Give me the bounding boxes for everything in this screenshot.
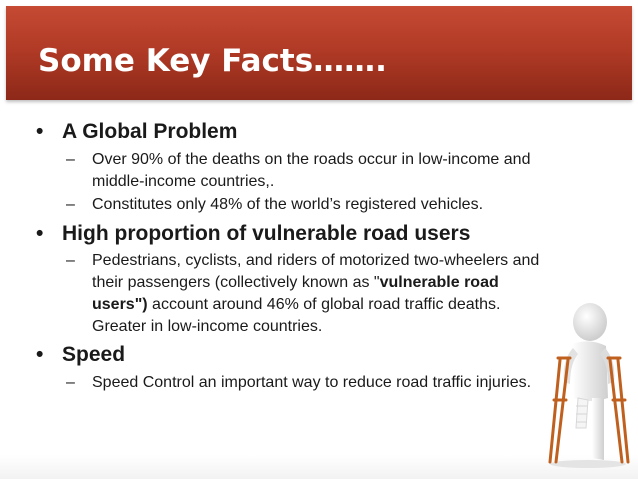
person-on-crutches-icon xyxy=(540,300,632,470)
sub-bullet-marker: – xyxy=(66,196,75,213)
sub-bullet xyxy=(66,149,546,193)
sub-bullet-marker: – xyxy=(66,151,75,168)
sub-bullet-text-start: Pedestrians, cyclists, and riders of motorized two-wheelers and their passengers (collectively known as " xyxy=(92,252,540,291)
sub-bullet-text xyxy=(92,250,546,338)
sub-bullet xyxy=(66,372,546,394)
sub-bullet xyxy=(66,194,546,216)
bullet-marker: • xyxy=(36,222,44,245)
bullet-heading: A Global Problem xyxy=(62,120,238,143)
bullet-marker: • xyxy=(36,120,44,143)
sub-bullet-text-end: account around 46% of global road traffic deaths. Greater in low-income countries. xyxy=(92,296,501,335)
sub-bullet xyxy=(66,250,546,338)
slide-title: Some Key Facts……. xyxy=(38,43,387,79)
sub-bullet-marker: – xyxy=(66,374,75,391)
sub-bullet-text: Speed Control an important way to reduce road traffic injuries. xyxy=(92,374,532,391)
sub-bullet-text-bold: vulnerable road users") xyxy=(92,274,499,313)
sub-bullet-text: Over 90% of the deaths on the roads occur in low-income and middle-income countries,. xyxy=(92,151,531,190)
bullet-marker: • xyxy=(36,343,44,366)
bullet-heading: Speed xyxy=(62,343,126,366)
bullet-heading: High proportion of vulnerable road users xyxy=(62,222,471,245)
sub-bullet-text: Constitutes only 48% of the world’s registered vehicles. xyxy=(92,196,484,213)
sub-bullet-marker: – xyxy=(66,252,75,269)
